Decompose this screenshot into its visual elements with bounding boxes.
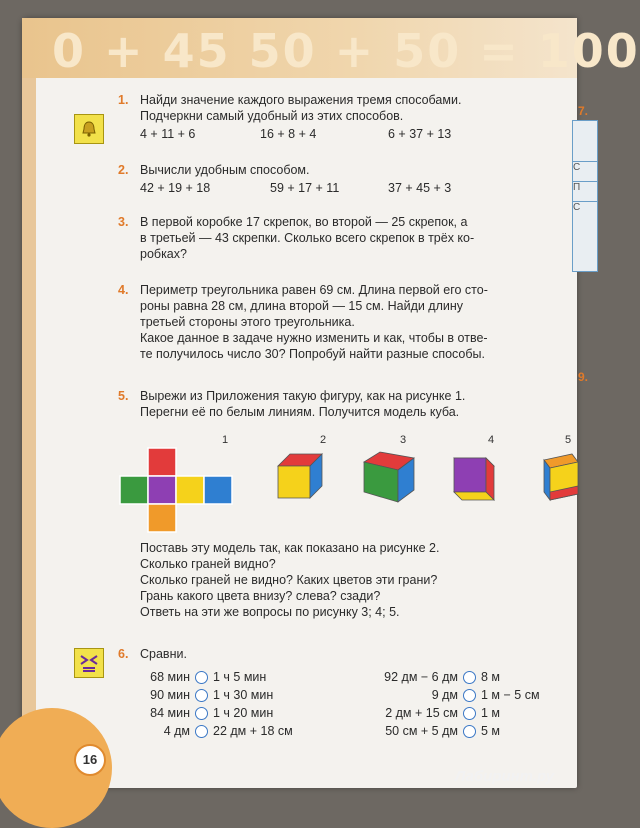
compare-right: 1 м − 5 см — [481, 688, 540, 702]
compare-row — [358, 704, 540, 722]
compare-right: 1 ч 20 мин — [213, 706, 274, 720]
compare-icon — [74, 648, 104, 678]
task-number: 5. — [118, 389, 129, 403]
compare-right: 22 дм + 18 см — [213, 724, 293, 738]
next-page-cell: С — [573, 161, 597, 182]
task-1 — [118, 92, 578, 142]
page-number: 16 — [74, 744, 106, 776]
question-text: Грань какого цвета внизу? слева? сзади? — [140, 589, 381, 603]
cube-4 — [454, 458, 494, 500]
task-text: Вырежи из Приложения такую фигуру, как на рисунке 1. — [140, 389, 466, 403]
task-text: Найди значение каждого выражения тремя способами. — [140, 93, 462, 107]
compare-circle[interactable] — [195, 707, 208, 720]
cube-net — [120, 448, 232, 532]
task-number: 2. — [118, 163, 129, 177]
task-5-questions — [118, 540, 578, 620]
task-text: в третьей — 43 скрепки. Сколько всего скрепок в трёх ко- — [140, 231, 475, 245]
next-page-number: 9. — [578, 370, 589, 384]
task-text: те получилось число 30? Попробуй найти разные способы. — [140, 347, 486, 361]
cube-figures — [118, 434, 578, 544]
header-banner — [22, 18, 640, 78]
textbook-page — [22, 18, 640, 788]
task-4 — [118, 282, 578, 362]
task-2 — [118, 162, 578, 196]
compare-row — [142, 668, 293, 686]
compare-circle[interactable] — [463, 671, 476, 684]
figure-label: 1 — [222, 434, 229, 446]
compare-circle[interactable] — [195, 689, 208, 702]
bell-icon — [74, 114, 104, 144]
banner-text: 0 + 45 50 + 50 = 100 — [52, 24, 640, 78]
next-page-table — [572, 120, 598, 272]
next-page-edge — [568, 80, 600, 780]
expression: 4 + 11 + 6 — [140, 127, 196, 141]
expression: 6 + 37 + 13 — [388, 127, 452, 141]
compare-right: 1 ч 30 мин — [213, 688, 274, 702]
figure-label: 3 — [400, 434, 407, 446]
task-number: 1. — [118, 93, 129, 107]
compare-right-column — [358, 668, 540, 740]
compare-right: 1 ч 5 мин — [213, 670, 267, 684]
cube-3 — [364, 452, 414, 502]
cube-drawings — [118, 434, 578, 544]
compare-right: 5 м — [481, 724, 501, 738]
compare-circle[interactable] — [463, 707, 476, 720]
compare-left: 2 дм + 15 см — [385, 706, 458, 720]
task-text: Какое данное в задаче нужно изменить и как, чтобы в отве- — [140, 331, 488, 345]
compare-left: 68 мин — [150, 670, 190, 684]
expression: 42 + 19 + 18 — [140, 181, 211, 195]
compare-right: 8 м — [481, 670, 501, 684]
question-text: Ответь на эти же вопросы по рисунку 3; 4; 5. — [140, 605, 400, 619]
compare-right: 1 м — [481, 706, 501, 720]
task-text: Сравни. — [140, 647, 187, 661]
task-text: роны равна 28 см, длина второй — 15 см. Найди длину — [140, 299, 464, 313]
task-text: Периметр треугольника равен 69 см. Длина первой его сто- — [140, 283, 488, 297]
next-page-cell: С — [573, 201, 597, 222]
compare-row — [142, 722, 293, 740]
question-text: Сколько граней видно? — [140, 557, 276, 571]
compare-left: 4 дм — [163, 724, 190, 738]
compare-row — [358, 722, 540, 740]
figure-label: 5 — [565, 434, 572, 446]
compare-row — [358, 686, 540, 704]
compare-row — [358, 668, 540, 686]
expression: 16 + 8 + 4 — [260, 127, 317, 141]
compare-left: 92 дм − 6 дм — [384, 670, 458, 684]
task-text: Вычисли удобным способом. — [140, 163, 310, 177]
task-5 — [118, 388, 578, 420]
task-text: третьей стороны этого треугольника. — [140, 315, 355, 329]
compare-left: 84 мин — [150, 706, 190, 720]
task-text: Перегни её по белым линиям. Получится модель куба. — [140, 405, 460, 419]
expression: 59 + 17 + 11 — [270, 181, 340, 195]
task-text: Подчеркни самый удобный из этих способов. — [140, 109, 404, 123]
next-page-cell: П — [573, 181, 597, 202]
cube-2 — [278, 454, 322, 498]
question-text: Поставь эту модель так, как показано на рисунке 2. — [140, 541, 440, 555]
expression: 37 + 45 + 3 — [388, 181, 452, 195]
task-text: робках? — [140, 247, 187, 261]
task-3 — [118, 214, 578, 262]
compare-circle[interactable] — [195, 671, 208, 684]
compare-left: 90 мин — [150, 688, 190, 702]
question-text: Сколько граней не видно? Каких цветов эти грани? — [140, 573, 438, 587]
task-number: 4. — [118, 283, 129, 297]
compare-circle[interactable] — [463, 689, 476, 702]
compare-left-column — [142, 668, 293, 740]
left-rail — [22, 78, 36, 788]
next-page-number: 7. — [578, 104, 589, 118]
compare-circle[interactable] — [195, 725, 208, 738]
task-text: В первой коробке 17 скрепок, во второй — 25 скрепок, а — [140, 215, 468, 229]
watermark: Лабиринт.ру — [455, 768, 555, 785]
compare-left: 9 дм — [431, 688, 458, 702]
compare-row — [142, 686, 293, 704]
figure-label: 4 — [488, 434, 495, 446]
task-number: 6. — [118, 647, 129, 661]
figure-label: 2 — [320, 434, 327, 446]
compare-row — [142, 704, 293, 722]
task-number: 3. — [118, 215, 129, 229]
task-6 — [118, 646, 578, 662]
compare-circle[interactable] — [463, 725, 476, 738]
compare-left: 50 см + 5 дм — [385, 724, 458, 738]
